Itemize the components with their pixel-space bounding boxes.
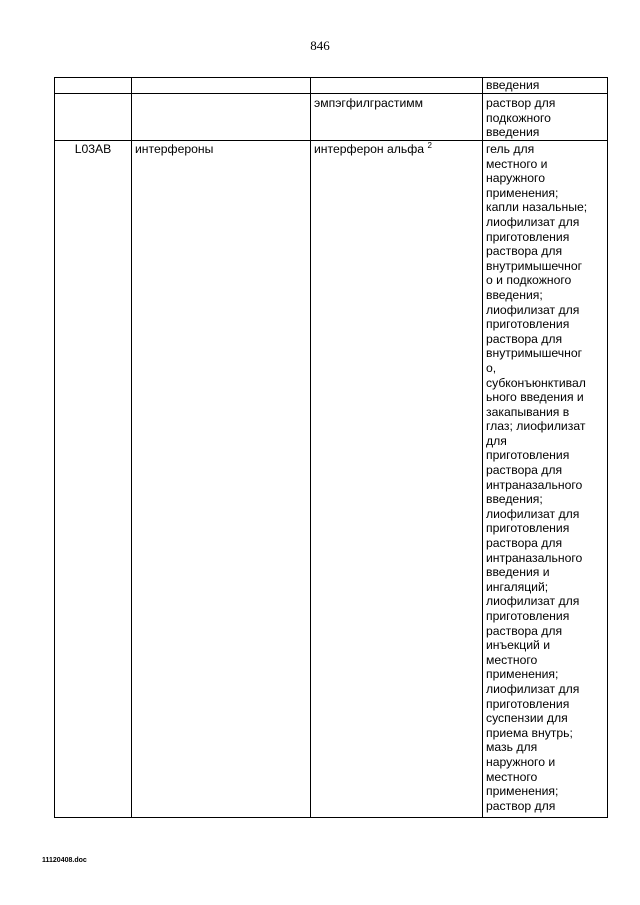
inn-cell xyxy=(311,78,483,94)
dosage-form-line: наружного xyxy=(486,171,545,186)
atc-code-cell xyxy=(55,78,132,94)
dosage-form-line: гель для xyxy=(486,142,535,156)
dosage-form-line: местного xyxy=(486,652,538,667)
dosage-form-line: приготовления xyxy=(486,609,570,623)
dosage-form-line: местного xyxy=(486,769,538,784)
page-number: 846 xyxy=(310,38,330,53)
dosage-form-line: лиофилизат для xyxy=(486,302,580,317)
dosage-form-line: введения xyxy=(486,125,540,140)
dosage-form-cell xyxy=(483,94,608,141)
dosage-form-line: внутримышечног xyxy=(486,258,583,273)
dosage-form-line: интраназального xyxy=(486,477,583,492)
dosage-form-line: субконъюнктивал xyxy=(486,375,586,390)
dosage-form-line: лиофилизат для xyxy=(486,594,580,609)
group-cell xyxy=(132,78,311,94)
dosage-form-line: раствор для xyxy=(486,798,556,813)
dosage-form-line: приготовления xyxy=(486,229,570,244)
inn-name: интерферон альфа xyxy=(314,142,425,156)
inn-cell xyxy=(311,141,483,818)
dosage-form-line: применения; xyxy=(486,185,559,200)
dosage-form-line: местного и xyxy=(486,156,548,171)
dosage-form-line: введения и xyxy=(486,565,550,580)
dosage-form-line: интраназального xyxy=(486,550,583,565)
dosage-form-line: наружного и xyxy=(486,754,556,769)
dosage-form-line: подкожного xyxy=(486,110,551,125)
dosage-form-line: раствор для xyxy=(486,96,556,110)
dosage-form-line: инъекций и xyxy=(486,638,551,653)
dosage-form-line: приготовления xyxy=(486,696,570,711)
dosage-form-line: мазь для xyxy=(486,740,538,755)
dosage-form-line: для xyxy=(486,433,507,448)
dosage-form-line: раствора для xyxy=(486,331,563,346)
dosage-form-line: о и подкожного xyxy=(486,273,572,288)
dosage-form-line: приема внутрь; xyxy=(486,725,573,740)
dosage-form-line: введения xyxy=(486,78,540,92)
dosage-form-line: лиофилизат для xyxy=(486,214,580,229)
document-filename: 11120408.doc xyxy=(42,857,87,864)
dosage-form-cell xyxy=(483,78,608,94)
dosage-form-line: лиофилизат для xyxy=(486,506,580,521)
dosage-form-line: ингаляций; xyxy=(486,579,549,594)
table-row xyxy=(55,141,608,818)
dosage-form-line: внутримышечног xyxy=(486,346,583,361)
dosage-form-line: глаз; лиофилизат xyxy=(486,419,586,434)
dosage-form-cell xyxy=(483,141,608,818)
group-cell xyxy=(132,94,311,141)
atc-code-cell: L03AB xyxy=(55,141,132,818)
dosage-form-line: применения; xyxy=(486,667,559,682)
atc-code-cell xyxy=(55,94,132,141)
inn-cell: эмпэгфилграстимм xyxy=(311,94,483,141)
dosage-form-line: закапывания в xyxy=(486,404,570,419)
table-row xyxy=(55,94,608,141)
dosage-form-line: суспензии для xyxy=(486,711,568,726)
dosage-form-line: приготовления xyxy=(486,521,570,536)
dosage-form-line: лиофилизат для xyxy=(486,681,580,696)
dosage-form-line: раствора для xyxy=(486,463,563,478)
dosage-form-line: о, xyxy=(486,360,497,375)
dosage-form-line: раствора для xyxy=(486,623,563,638)
dosage-form-line: введения; xyxy=(486,492,543,507)
dosage-form-line: применения; xyxy=(486,784,559,799)
table-row xyxy=(55,78,608,94)
dosage-form-line: ьного введения и xyxy=(486,390,584,405)
dosage-form-line: раствора для xyxy=(486,244,563,259)
dosage-form-line: введения; xyxy=(486,287,543,302)
group-cell: интерфероны xyxy=(132,141,311,818)
drug-table xyxy=(54,77,608,818)
dosage-form-line: капли назальные; xyxy=(486,200,588,215)
dosage-form-line: приготовления xyxy=(486,448,570,463)
dosage-form-line: раствора для xyxy=(486,536,563,551)
dosage-form-line: приготовления xyxy=(486,317,570,332)
inn-superscript: 2 xyxy=(427,141,432,150)
